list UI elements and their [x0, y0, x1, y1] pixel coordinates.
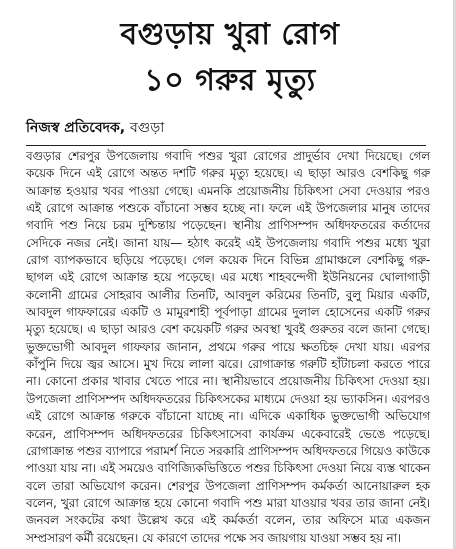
byline-label: নিজস্ব প্রতিবেদক, — [26, 120, 126, 136]
byline — [26, 119, 164, 137]
byline-place: বগুড়া — [130, 120, 165, 136]
headline — [70, 12, 390, 104]
byline-divider — [26, 145, 426, 146]
article-body — [26, 148, 430, 547]
headline-line-1: বগুড়ায় খুরা রোগ — [120, 17, 340, 52]
article-paragraph: বগুড়ার শেরপুর উপজেলায় গবাদি পশুর খুরা রোগের প্রাদুর্ভাব দেখা দিয়েছে। গেল কয়েক দিনে এই রোগে অন্তত দশটি গরুর মৃত্যু হয়েছে। এ ছাড়া আরও বেশকিছু গরু আক্রান্ত হওয়ার খবর পাওয়া গেছে। এমনকি প্রয়োজনীয় চিকিৎসা সেবা দেওয়ার পরও এই রোগে আক্রান্ত পশুকে বাঁচানো সম্ভব হচ্ছে না। ফলে এই উপজেলার মানুষ তাদের গবাদি পশু নিয়ে চরম দুশ্চিন্তায় পড়েছেন। স্থানীয় প্রাণিসম্পদ অধিদফতরের কর্তাদের সেদিকে নজর নেই। জানা যায়— হঠাৎ করেই এই উপজেলায় গবাদি পশুর মধ্যে খুরা রোগ ব্যাপকভাবে ছড়িয়ে পড়েছে। গেল কয়েক দিনে বিভিন্ন গ্রামাঞ্চলে বেশকিছু গরু-ছাগল এই রোগে আক্রান্ত হয়ে পড়েছে। এর মধ্যে শাহবন্দেগী ইউনিয়নের ঘোলাগাড়ী কলোনী গ্রামের সোহরাব আলীর তিনটি, আবদুল করিমের তিনটি, বুলু মিয়ার একটি, আবদুল গাফফারের একটি ও মামুরশাহী পূর্বপাড়া গ্রামের দুলাল হোসেনের একটি গরুর মৃত্যু হয়েছে। এ ছাড়া আরও বেশ কয়েকটি গরুর অবস্থা খুবই গুরুতর বলে জানা গেছে। ভুক্তভোগী আবদুল গাফফার জানান, প্রথমে গরুর পায়ে ক্ষতচিহ্ন দেখা যায়। এরপর কাঁপুনি দিয়ে জ্বর আসে। মুখ দিয়ে লালা ঝরে। রোগাক্রান্ত গরুটি হাঁটাচলা করতে পারে না। কোনো প্রকার খাবার খেতে পারে না। স্থানীয়ভাবে প্রয়োজনীয় চিকিৎসা দেওয়া হয়। উপজেলা প্রাণিসম্পদ অধিদফতরের চিকিৎসকের মাধ্যমে দেওয়া হয় ভ্যাকসিন। এরপরও এই রোগে আক্রান্ত গরুকে বাঁচানো যাচ্ছে না। এদিকে একাধিক ভুক্তভোগী অভিযোগ করেন, প্রাণিসম্পদ অধিদফতরের চিকিৎসাসেবা কার্যক্রম একেবারেই ভেঙে পড়েছে। রোগাক্রান্ত পশুর ব্যাপারে পরামর্শ নিতে সরকারি প্রাণিসম্পদ অধিদফতরে গিয়েও কাউকে পাওয়া যায় না। এই সময়েও বাণিজ্যিকভিত্তিতে পশুর চিকিৎসা দেওয়া নিয়ে ব্যস্ত থাকেন বলে তারা অভিযোগ করেন। শেরপুর উপজেলা প্রাণিসম্পদ কর্মকর্তা আনোয়ারুল হক বলেন, খুরা রোগে আক্রান্ত হয়ে কোনো গবাদি পশু মারা যাওয়ার খবর তার জানা নেই। জনবল সংকটের কথা উল্লেখ করে এই কর্মকর্তা বলেন, তার অফিসে মাত্র একজন সম্প্রসারণ কর্মী রয়েছেন। যে কারণে তাদের পক্ষে সব জায়গায় যাওয়া সম্ভব হয় না। — [26, 149, 430, 545]
headline-line-2: ১০ গরুর মৃত্যু — [144, 63, 316, 98]
